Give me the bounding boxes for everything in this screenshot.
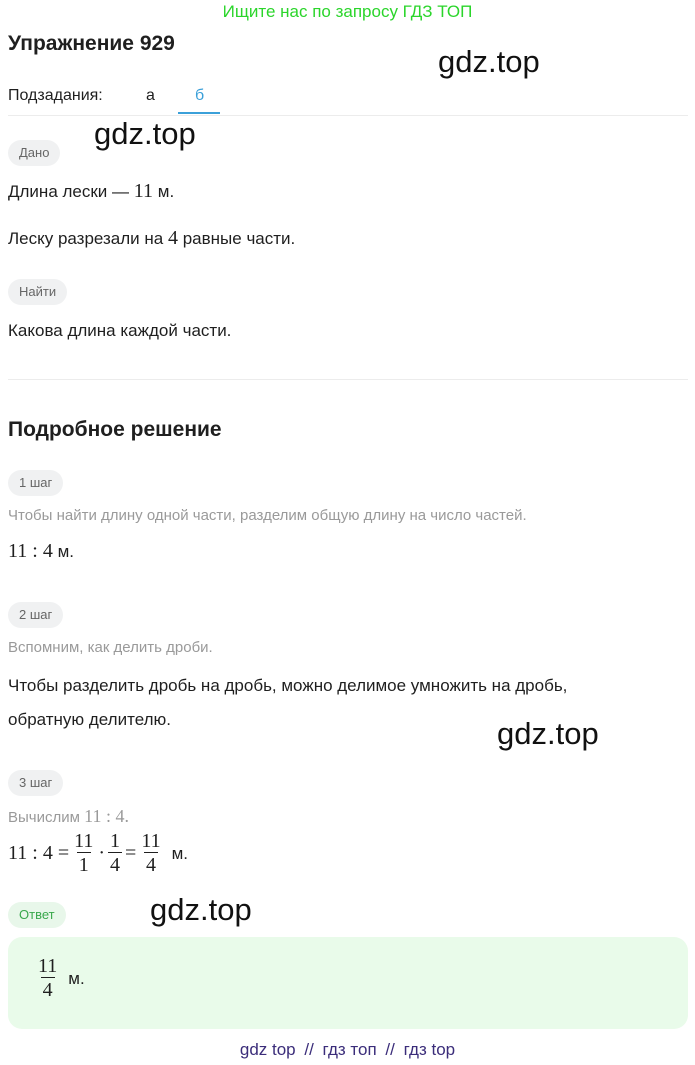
step-3-equation <box>8 830 188 877</box>
answer-unit: м. <box>68 968 85 988</box>
footer-link-gdz-top-mixed[interactable]: гдз top <box>403 1040 456 1059</box>
subtask-tab-b[interactable]: б <box>195 87 205 104</box>
given-line-2 <box>8 227 295 250</box>
step-3-hint-text: Вычислим <box>8 809 80 826</box>
divider <box>8 379 688 380</box>
watermark: gdz.top <box>438 44 540 79</box>
given-line-2-text: Леску разрезали на <box>8 229 164 248</box>
step-3-hint <box>8 806 129 827</box>
footer <box>0 1040 695 1060</box>
watermark: gdz.top <box>94 116 196 151</box>
watermark: gdz.top <box>150 892 252 927</box>
subtasks-label: Подзадания: <box>8 87 103 104</box>
watermark: gdz.top <box>497 716 599 751</box>
step-3-hint-expr: 11 : 4. <box>84 806 129 826</box>
search-banner: Ищите нас по запросу ГДЗ ТОП <box>222 2 473 21</box>
find-text: Какова длина каждой части. <box>8 321 232 340</box>
footer-link-gdz-top-ru[interactable]: гдз топ <box>322 1040 377 1059</box>
step-1-unit: м. <box>57 542 74 561</box>
step-2-hint: Вспомним, как делить дроби. <box>8 639 213 656</box>
answer-box <box>8 937 688 1029</box>
given-line-2-tail: равные части. <box>182 229 296 248</box>
multiply-dot: · <box>98 842 106 864</box>
given-line-1-num: 11 <box>133 180 154 202</box>
solution-heading: Подробное решение <box>8 418 222 441</box>
fraction-11-1: $\frac{11}{1}$ <box>74 830 94 876</box>
find-badge: Найти <box>8 279 67 305</box>
step-1-expression <box>8 540 74 563</box>
subtask-tab-a[interactable]: а <box>146 87 155 104</box>
step-2-badge: 2 шаг <box>8 602 63 628</box>
step-1-hint: Чтобы найти длину одной части, разделим общую длину на число частей. <box>8 507 527 524</box>
footer-link-gdz-top[interactable]: gdz top <box>239 1040 296 1059</box>
given-line-1-text: Длина лески — <box>8 182 130 201</box>
footer-separator: // <box>385 1040 395 1059</box>
page-title: Упражнение 929 <box>8 32 175 55</box>
given-badge: Дано <box>8 140 60 166</box>
given-line-1-unit: м. <box>157 182 175 201</box>
equals-sign: = <box>125 842 137 864</box>
step-2-text-1: Чтобы разделить дробь на дробь, можно делимое умножить на дробь, <box>8 676 568 695</box>
given-line-2-num: 4 <box>167 227 178 249</box>
step-3-lhs: 11 : 4 = <box>8 842 70 864</box>
answer-fraction: $\frac{11}{4}$ <box>38 955 58 1001</box>
fraction-1-4: $\frac{1}{4}$ <box>110 830 121 876</box>
answer-value <box>33 955 85 1002</box>
step-1-expr: 11 : 4 <box>8 540 53 562</box>
answer-badge: Ответ <box>8 902 66 928</box>
fraction-11-4: $\frac{11}{4}$ <box>141 830 161 876</box>
footer-separator: // <box>304 1040 314 1059</box>
active-tab-indicator <box>178 112 220 114</box>
step-3-unit: м. <box>171 843 188 863</box>
step-1-badge: 1 шаг <box>8 470 63 496</box>
step-2-text-2: обратную делителю. <box>8 710 171 729</box>
given-line-1 <box>8 180 174 203</box>
step-3-badge: 3 шаг <box>8 770 63 796</box>
